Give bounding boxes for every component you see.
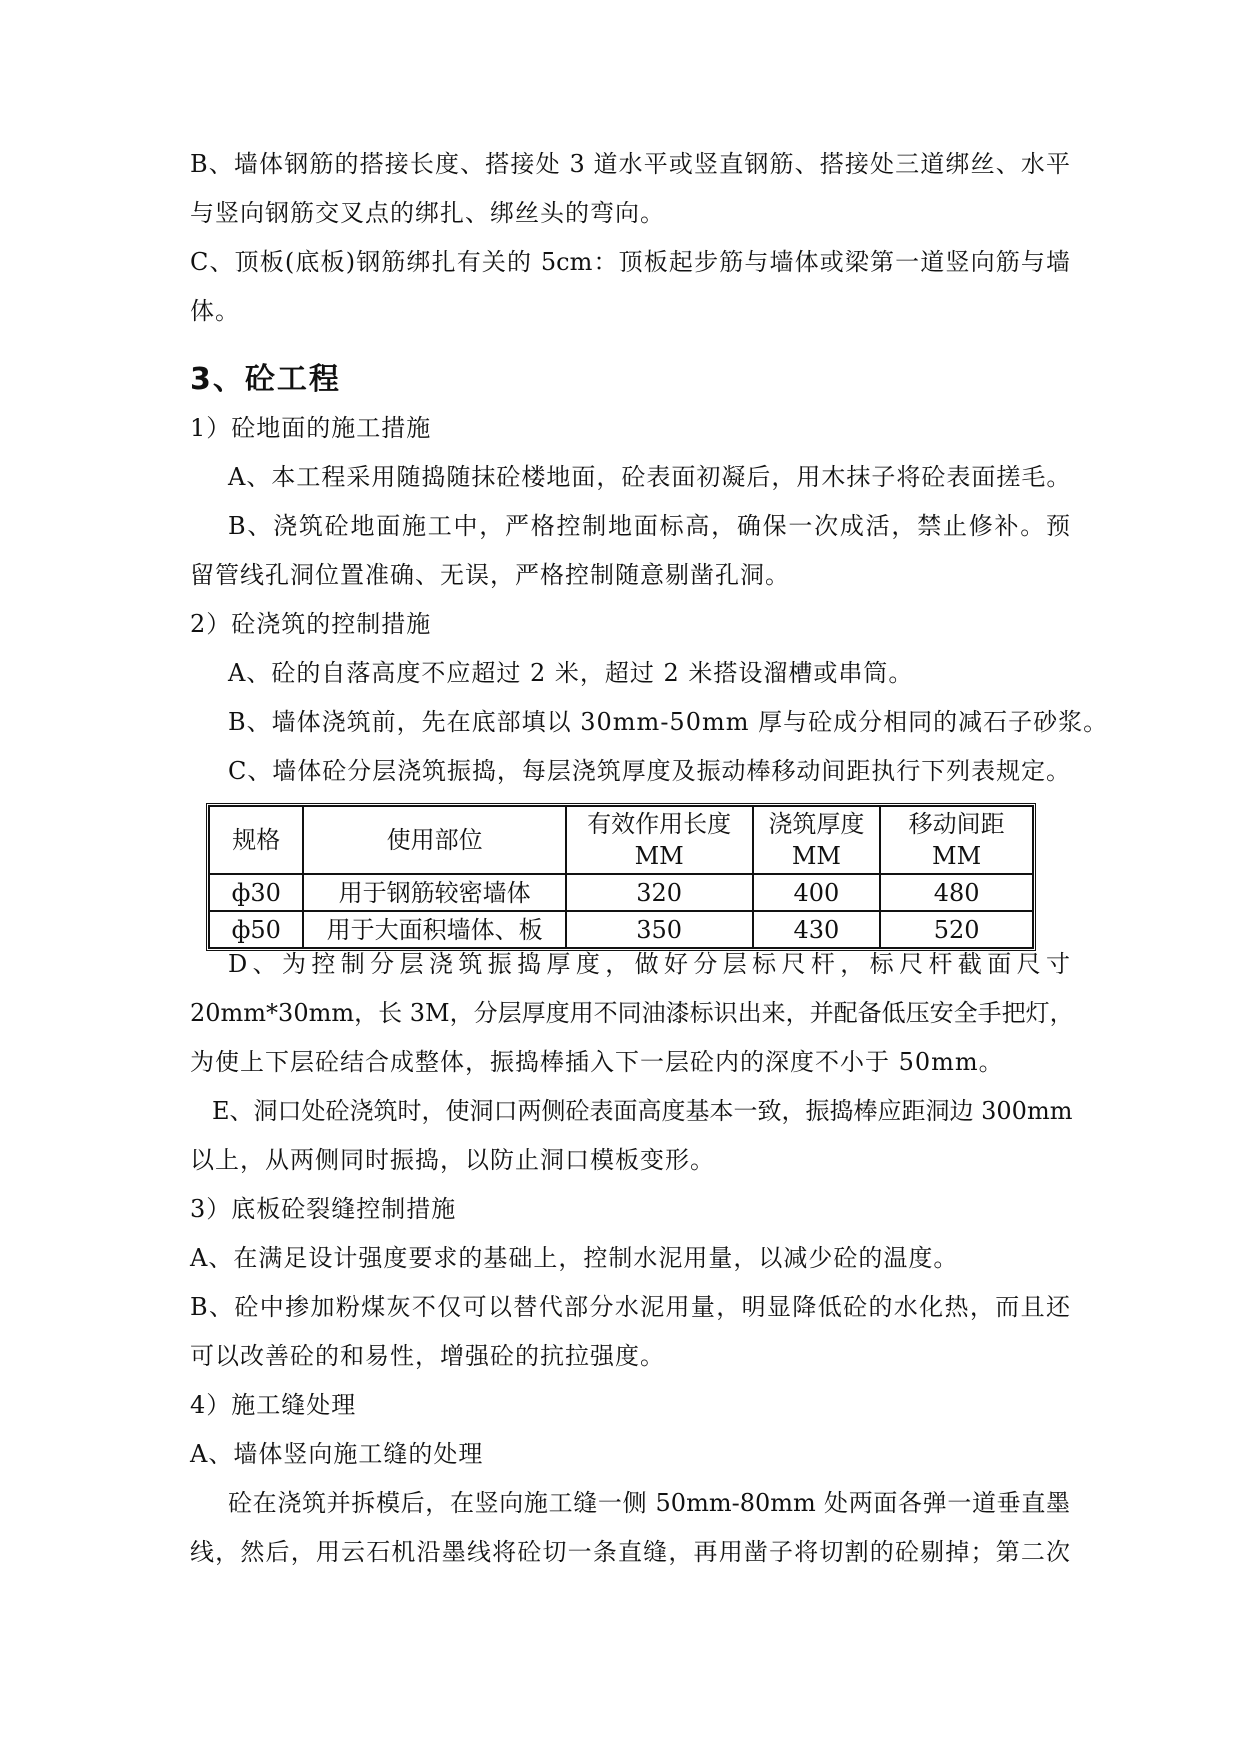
table-header-cell: 浇筑厚度 MM: [753, 806, 881, 874]
subsection-2-title: 2）砼浇筑的控制措施: [190, 610, 432, 638]
subsection-1-item-b-line-2: 留管线孔洞位置准确、无误，严格控制随意剔凿孔洞。: [190, 561, 790, 589]
subsection-3-item-b-line-1: B、砼中掺加粉煤灰不仅可以替代部分水泥用量，明显降低砼的水化热，而且还: [190, 1293, 1070, 1321]
subsection-4-item-a: A、墙体竖向施工缝的处理: [190, 1440, 484, 1468]
table-row: [209, 874, 1033, 911]
paragraph-b-line-1: B、墙体钢筋的搭接长度、搭接处 3 道水平或竖直钢筋、搭接处三道绑丝、水平: [190, 150, 1070, 178]
table-header-cell: 使用部位: [303, 806, 565, 874]
table-cell: 520: [880, 911, 1033, 948]
subsection-2-item-a: A、砼的自落高度不应超过 2 米，超过 2 米搭设溜槽或串筒。: [228, 659, 914, 687]
table-header-cell: 移动间距 MM: [880, 806, 1033, 874]
table-cell: ф50: [209, 911, 303, 948]
subsection-3-title: 3）底板砼裂缝控制措施: [190, 1195, 457, 1223]
subsection-4-paragraph-line-1: 砼在浇筑并拆模后，在竖向施工缝一侧 50mm-80mm 处两面各弹一道垂直墨: [228, 1489, 1070, 1517]
table-cell: 350: [566, 911, 753, 948]
table-cell: 用于大面积墙体、板: [303, 911, 565, 948]
table-header-row: [209, 806, 1033, 874]
subsection-2-item-d-line-2: 20mm*30mm，长 3M，分层厚度用不同油漆标识出来，并配备低压安全手把灯，: [190, 999, 1074, 1027]
subsection-1-title: 1）砼地面的施工措施: [190, 414, 432, 442]
section-heading: 3、砼工程: [190, 362, 341, 397]
table-header-cell: 规格: [209, 806, 303, 874]
table-cell: 320: [566, 874, 753, 911]
subsection-1-item-a: A、本工程采用随捣随抹砼楼地面，砼表面初凝后，用木抹子将砼表面搓毛。: [228, 463, 1072, 491]
table-header-cell: 有效作用长度 MM: [566, 806, 753, 874]
subsection-3-item-a: A、在满足设计强度要求的基础上，控制水泥用量，以减少砼的温度。: [190, 1244, 959, 1272]
paragraph-c-line-2: 体。: [190, 297, 240, 325]
subsection-2-item-d-line-3: 为使上下层砼结合成整体，振捣棒插入下一层砼内的深度不小于 50mm。: [190, 1048, 1004, 1076]
table-cell: 430: [753, 911, 881, 948]
table-cell: 480: [880, 874, 1033, 911]
table-row: [209, 911, 1033, 948]
table-cell: ф30: [209, 874, 303, 911]
subsection-1-item-b-line-1: B、浇筑砼地面施工中，严格控制地面标高，确保一次成活，禁止修补。预: [228, 512, 1070, 540]
subsection-4-title: 4）施工缝处理: [190, 1391, 357, 1419]
vibrator-spec-table: [206, 803, 1036, 951]
paragraph-c-line-1: C、顶板(底板)钢筋绑扎有关的 5cm：顶板起步筋与墙体或梁第一道竖向筋与墙: [190, 248, 1070, 276]
paragraph-b-line-2: 与竖向钢筋交叉点的绑扎、绑丝头的弯向。: [190, 199, 665, 227]
subsection-2-item-c: C、墙体砼分层浇筑振捣，每层浇筑厚度及振动棒移动间距执行下列表规定。: [228, 757, 1070, 785]
subsection-2-item-e-line-1: E、洞口处砼浇筑时，使洞口两侧砼表面高度基本一致，振捣棒应距洞边 300mm: [212, 1097, 1073, 1125]
subsection-2-item-e-line-2: 以上，从两侧同时振捣，以防止洞口模板变形。: [190, 1146, 715, 1174]
subsection-4-paragraph-line-2: 线，然后，用云石机沿墨线将砼切一条直缝，再用凿子将切割的砼剔掉；第二次: [190, 1538, 1070, 1566]
subsection-2-item-b: B、墙体浇筑前，先在底部填以 30mm-50mm 厚与砼成分相同的减石子砂浆。: [228, 708, 1109, 736]
subsection-3-item-b-line-2: 可以改善砼的和易性，增强砼的抗拉强度。: [190, 1342, 665, 1370]
subsection-2-item-d-line-1: D、为控制分层浇筑振捣厚度，做好分层标尺杆，标尺杆截面尺寸: [228, 950, 1070, 978]
table-cell: 用于钢筋较密墙体: [303, 874, 565, 911]
table-cell: 400: [753, 874, 881, 911]
